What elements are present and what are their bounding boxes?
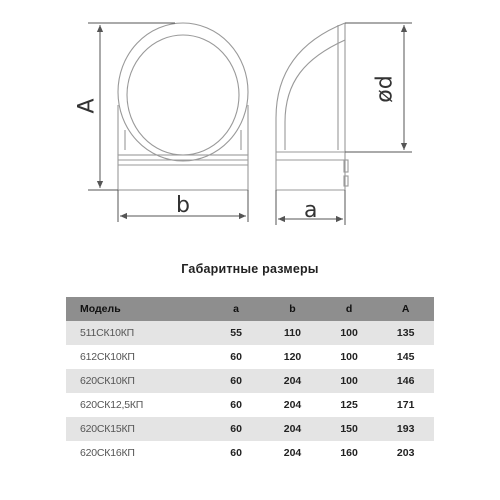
cell-model: 511СК10КП (66, 321, 208, 345)
cell-b: 204 (283, 399, 302, 411)
cell-a: 60 (208, 417, 264, 441)
cell-b: 110 (264, 321, 321, 345)
cell-d: 100 (321, 321, 378, 345)
cell-b: 204 (264, 369, 321, 393)
cell-A: 193 (377, 417, 434, 441)
front-view (118, 23, 248, 190)
cell-model: 620СК16КП (80, 447, 135, 459)
label-b: b (176, 193, 190, 218)
cell-a: 60 (230, 447, 242, 459)
label-d: ød (372, 75, 398, 103)
side-view (276, 23, 348, 190)
cell-d: 150 (321, 417, 378, 441)
label-a: a (304, 198, 318, 223)
cell-A: 145 (396, 351, 415, 363)
round-outlet-inner (127, 35, 239, 155)
cell-A: 203 (396, 447, 415, 459)
header-a: a (208, 297, 264, 321)
cell-model: 612СК10КП (80, 351, 135, 363)
header-model: Модель (66, 297, 208, 321)
cell-model: 620СК15КП (66, 417, 208, 441)
cell-b: 204 (283, 447, 302, 459)
table-row (66, 369, 434, 393)
cell-a: 60 (230, 399, 242, 411)
table-row (66, 345, 434, 369)
section-title: Габаритные размеры (181, 262, 319, 276)
round-outlet-outer (118, 23, 248, 161)
header-A: A (377, 297, 434, 321)
side-inner-curve (285, 40, 345, 150)
label-A: A (74, 98, 100, 114)
cell-d: 160 (340, 447, 358, 459)
cell-A: 146 (377, 369, 434, 393)
cell-A: 171 (396, 399, 415, 411)
cell-d: 100 (321, 369, 378, 393)
cell-model: 620СК10КП (66, 369, 208, 393)
cell-b: 120 (283, 351, 302, 363)
cell-b: 204 (264, 417, 321, 441)
cell-A: 135 (377, 321, 434, 345)
table-row (66, 441, 434, 465)
dimensions-table (66, 297, 434, 465)
header-b: b (264, 297, 321, 321)
header-d: d (321, 297, 378, 321)
cell-d: 125 (340, 399, 358, 411)
cell-a: 60 (230, 351, 242, 363)
cell-model: 620СК12,5КП (80, 399, 144, 411)
table-row (66, 393, 434, 417)
table-header-row (66, 297, 434, 321)
table-row (66, 321, 434, 345)
cell-a: 60 (208, 369, 264, 393)
table-row (66, 417, 434, 441)
cell-a: 55 (208, 321, 264, 345)
cell-d: 100 (340, 351, 358, 363)
